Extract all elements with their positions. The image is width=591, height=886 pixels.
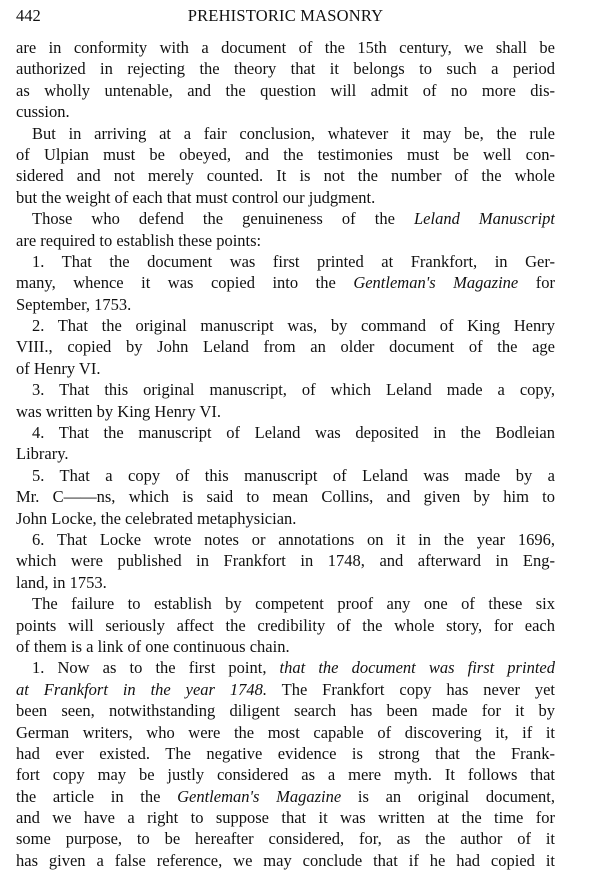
text-run: are required to establish these points: [16, 230, 262, 250]
text-run: Library. [16, 444, 69, 464]
text-line [16, 572, 555, 593]
text-run: was written by King Henry VI. [16, 401, 221, 421]
text-line [16, 722, 555, 743]
text-line [16, 828, 555, 849]
text-run: 5. That a copy of this manuscript of Leland was made by a [32, 465, 555, 485]
italic-text: that the document was first printed [279, 658, 555, 678]
running-head [16, 5, 555, 27]
text-line [16, 315, 555, 336]
text-run: of them is a link of one continuous chain. [16, 636, 290, 656]
text-line [16, 272, 555, 293]
text-line [16, 422, 555, 443]
text-line [16, 679, 555, 700]
text-run: of Ulpian must be obeyed, and the testimonies must be well con- [16, 144, 555, 164]
text-run: as wholly untenable, and the question will admit of no more dis- [16, 80, 555, 100]
text-run: and we have a right to suppose that it was written at the time for [16, 808, 555, 828]
text-line [16, 550, 555, 571]
text-line [16, 123, 555, 144]
text-run: some purpose, to be hereafter considered, for, as the author of it [16, 829, 555, 849]
text-line [16, 187, 555, 208]
text-line [16, 786, 555, 807]
text-run: VIII., copied by John Leland from an older document of the age [16, 337, 555, 357]
italic-text: Leland Manuscript [413, 209, 555, 229]
text-line [16, 636, 555, 657]
text-run: John Locke, the celebrated metaphysician. [16, 508, 297, 528]
text-run: for [518, 273, 555, 293]
text-line [16, 379, 555, 400]
text-line [16, 144, 555, 165]
text-line [16, 807, 555, 828]
text-line [16, 58, 555, 79]
text-run: the article in the [16, 786, 178, 806]
text-line [16, 401, 555, 422]
text-run: 4. That the manuscript of Leland was deposited in the Bodleian [32, 423, 555, 443]
text-run: 2. That the original manuscript was, by command of King Henry [32, 316, 555, 336]
italic-text: Gentleman's Magazine [353, 273, 519, 293]
text-line [16, 251, 555, 272]
text-run: sidered and not merely counted. It is not the number of the whole [16, 166, 555, 186]
text-run: had ever existed. The negative evidence is strong that the Frank- [16, 743, 555, 763]
text-line [16, 700, 555, 721]
text-run: 1. That the document was first printed at Frankfort, in Ger- [32, 251, 555, 271]
text-run: has given a false reference, we may conclude that if he had copied it [16, 850, 555, 870]
text-line [16, 508, 555, 529]
text-run: of Henry VI. [16, 358, 101, 378]
text-run: many, whence it was copied into the [16, 273, 354, 293]
italic-text: Gentleman's Magazine [177, 786, 342, 806]
text-run: authorized in rejecting the theory that it belongs to such a period [16, 59, 555, 79]
text-run: which were published in Frankfort in 1748, and afterward in Eng- [16, 551, 555, 571]
text-line [16, 443, 555, 464]
text-run: been seen, notwithstanding diligent search has been made for it by [16, 701, 555, 721]
text-line [16, 850, 555, 871]
text-run: Mr. C——ns, which is said to mean Collins, and given by him to [16, 487, 555, 507]
text-run: are in conformity with a document of the 15th century, we shall be [16, 38, 555, 57]
text-line [16, 336, 555, 357]
page-number: 442 [16, 6, 41, 25]
text-line [16, 37, 555, 58]
text-run: points will seriously affect the credibility of the whole story, for each [16, 615, 555, 635]
text-line [16, 80, 555, 101]
text-line [16, 101, 555, 122]
text-run: 3. That this original manuscript, of which Leland made a copy, [32, 380, 555, 400]
text-line [16, 165, 555, 186]
text-run: Those who defend the genuineness of the [32, 209, 414, 229]
text-line [16, 593, 555, 614]
text-line [16, 230, 555, 251]
text-line [16, 465, 555, 486]
text-run: The failure to establish by competent proof any one of these six [32, 594, 555, 614]
text-line [16, 657, 555, 678]
text-line [16, 486, 555, 507]
running-title: PREHISTORIC MASONRY [187, 6, 384, 25]
text-run: 1. Now as to the first point, [32, 658, 280, 678]
text-line [16, 615, 555, 636]
text-line [16, 764, 555, 785]
text-line [16, 208, 555, 229]
text-run: German writers, who were the most capable of discovering it, if it [16, 722, 555, 742]
text-run: September, 1753. [16, 294, 132, 314]
text-line [16, 743, 555, 764]
body-text [16, 37, 555, 871]
text-run: is an original document, [341, 786, 555, 806]
text-run: But in arriving at a fair conclusion, whatever it may be, the rule [32, 123, 555, 143]
text-run: fort copy may be justly considered as a mere myth. It follows that [16, 765, 555, 785]
text-run: 6. That Locke wrote notes or annotations on it in the year 1696, [32, 529, 555, 549]
text-line [16, 529, 555, 550]
text-run: The Frankfort copy has never yet [267, 679, 555, 699]
text-run: but the weight of each that must control our judgment. [16, 187, 376, 207]
text-run: land, in 1753. [16, 572, 107, 592]
italic-text: at Frankfort in the year 1748. [16, 679, 267, 699]
text-line [16, 294, 555, 315]
text-run: cussion. [16, 102, 70, 122]
text-line [16, 358, 555, 379]
